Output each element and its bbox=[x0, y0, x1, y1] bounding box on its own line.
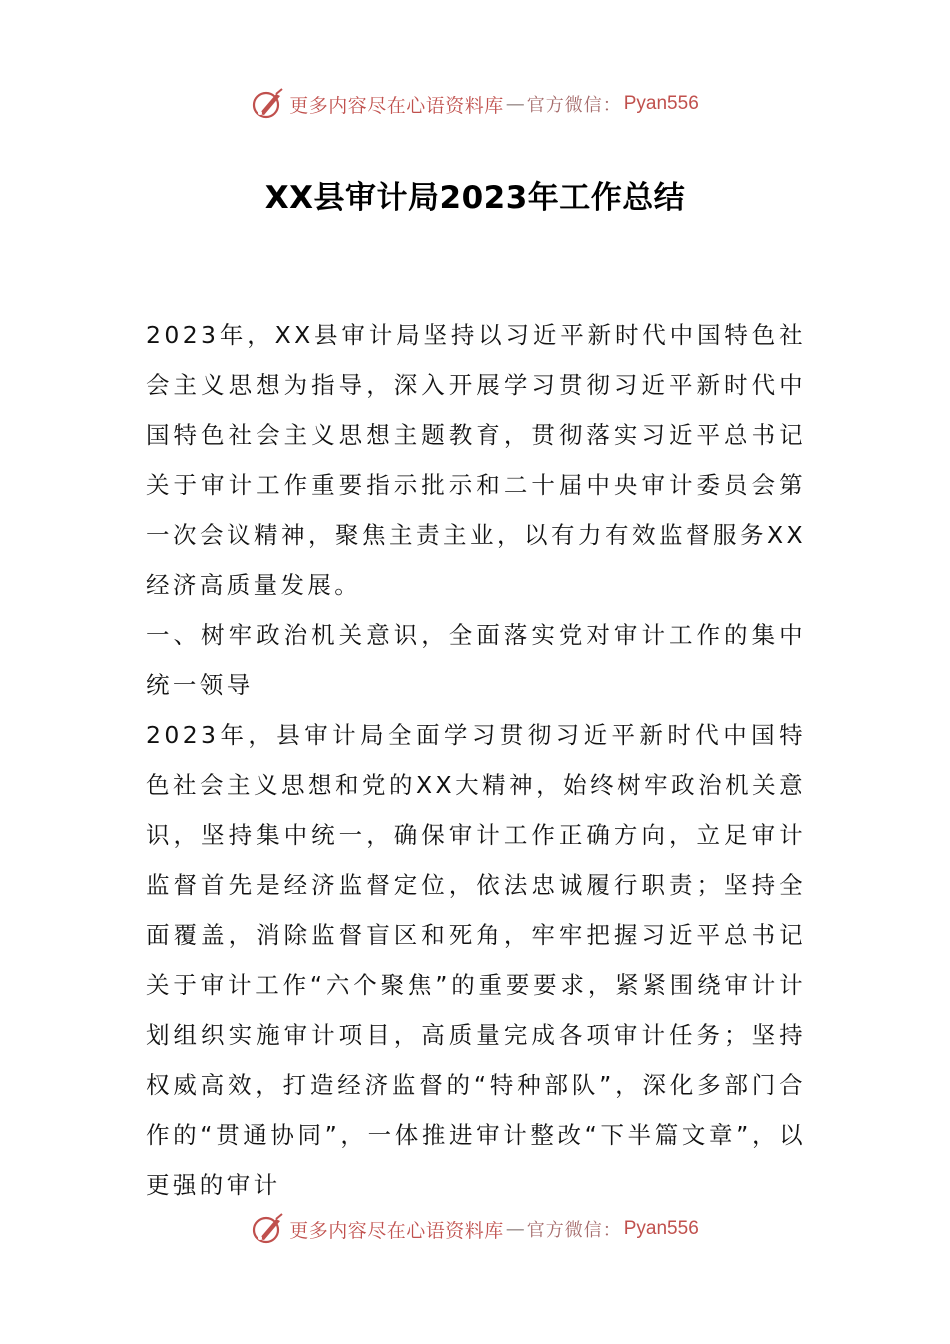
footer-watermark-banner bbox=[0, 1207, 950, 1251]
promo-text: 更多内容尽在心语资料库 bbox=[289, 1219, 504, 1242]
intro-paragraph: 2023年，XX县审计局坚持以习近平新时代中国特色社会主义思想为指导，深入开展学习贯彻习近平新时代中国特色社会主义思想主题教育，贯彻落实习近平总书记关于审计工作重要指示批示和二十届中央审计委员会第一次会议精神，聚焦主责主业，以有力有效监督服务XX经济高质量发展。 bbox=[146, 321, 806, 599]
document-body bbox=[146, 310, 806, 1210]
section-1-paragraph: 2023年，县审计局全面学习贯彻习近平新时代中国特色社会主义思想和党的XX大精神，始终树牢政治机关意识，坚持集中统一，确保审计工作正确方向，立足审计监督首先是经济监督定位，依法忠诚履行职责；坚持全面覆盖，消除监督盲区和死角，牢牢把握习近平总书记关于审计工作“六个聚焦”的重要要求，紧紧围绕审计计划组织实施审计项目，高质量完成各项审计任务；坚持权威高效，打造经济监督的“特种部队”，深化多部门合作的“贯通协同”，一体推进审计整改“下半篇文章”，以更强的审计 bbox=[146, 721, 806, 1199]
separator-dash: — bbox=[505, 93, 525, 115]
quill-pen-logo-icon bbox=[251, 87, 285, 121]
official-wechat-label: 官方微信： bbox=[526, 1220, 622, 1241]
document-title: XX县审计局2023年工作总结 bbox=[264, 180, 686, 216]
section-heading-1: 一、树牢政治机关意识，全面落实党对审计工作的集中统一领导 bbox=[146, 621, 806, 699]
separator-dash: — bbox=[505, 1218, 525, 1240]
promo-text: 更多内容尽在心语资料库 bbox=[289, 94, 504, 117]
wechat-id: Pyan556 bbox=[623, 93, 699, 114]
official-wechat-label: 官方微信： bbox=[526, 95, 622, 116]
wechat-id: Pyan556 bbox=[623, 1218, 699, 1239]
header-watermark-banner bbox=[0, 82, 950, 126]
quill-pen-logo-icon bbox=[251, 1212, 285, 1246]
